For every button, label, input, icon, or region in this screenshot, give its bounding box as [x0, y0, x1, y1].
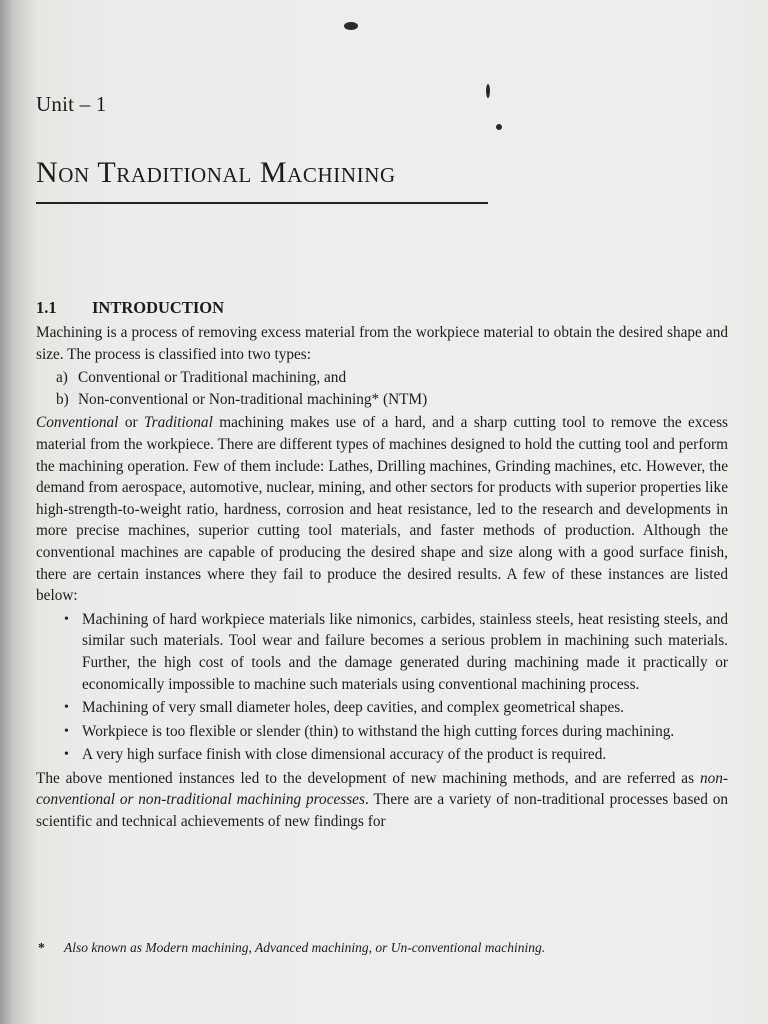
footnote-marker: *: [38, 940, 45, 955]
bullet-icon: •: [64, 700, 69, 716]
paragraph-text: The above mentioned instances led to the development of new machining methods, and are referred as: [36, 769, 700, 787]
unit-label: Unit – 1: [36, 92, 107, 116]
closing-paragraph: [36, 768, 728, 833]
emphasized-term: non-conventional or non-traditional machining processes: [36, 769, 728, 809]
machining-types-list: [36, 367, 728, 410]
list-marker: b): [56, 390, 69, 408]
list-item-text: Non-conventional or Non-traditional machining* (NTM): [78, 390, 428, 408]
title-underline: [36, 202, 488, 204]
scan-speck: [496, 124, 502, 130]
scan-speck: [344, 22, 358, 30]
section-title: INTRODUCTION: [92, 298, 225, 317]
body-text: [36, 322, 728, 833]
section-number: 1.1: [36, 298, 57, 317]
conventional-paragraph: [36, 412, 728, 606]
list-item: [36, 389, 728, 411]
list-item-text: Workpiece is too flexible or slender (thin) to withstand the high cutting forces during machining.: [82, 722, 675, 740]
footnote: [38, 940, 545, 956]
intro-paragraph: Machining is a process of removing excess material from the workpiece material to obtain the desired shape and size. The process is classified into two types:: [36, 324, 728, 363]
list-item-text: Machining of hard workpiece materials like nimonics, carbides, stainless steels, heat resisting steels, and similar such materials. Tool wear and failure becomes a serious problem in machining such materials. Further, the high cost of tools and the damage generated during machining made it practically or economically impossible to machine such materials using conventional machining process.: [82, 610, 728, 693]
list-item: [36, 367, 728, 389]
list-item: [36, 744, 728, 766]
chapter-title: Non Traditional Machining: [36, 156, 396, 189]
term-joiner: or: [118, 414, 144, 432]
paragraph-text: machining makes use of a hard, and a sharp cutting tool to remove the excess material from the workpiece. There are different types of machines designed to hold the cutting tool and perform the machining operation. Few of them include: Lathes, Drilling machines, Grinding machines, etc. However, the demand from aerospace, automotive, nuclear, mining, and other sectors for products with superior properties like high-strength-to-weight ratio, hardness, corrosion and heat resistance, led to the research and developments in more precise machines, superior cutting tool materials, and faster methods of production. Although the conventional machines are capable of producing the desired shape and size along with a good surface finish, there are certain instances where they fail to produce the desired results. A few of these instances are listed below:: [36, 414, 728, 605]
list-item: [36, 697, 728, 719]
bullet-icon: •: [64, 723, 69, 739]
footnote-text: Also known as Modern machining, Advanced machining, or Un-conventional machining.: [64, 940, 546, 955]
list-item-text: Conventional or Traditional machining, and: [78, 369, 347, 387]
list-item-text: A very high surface finish with close dimensional accuracy of the product is required.: [82, 746, 607, 764]
list-item: [36, 721, 728, 743]
bullet-icon: •: [64, 611, 69, 627]
instances-list: [36, 609, 728, 766]
list-marker: a): [56, 369, 68, 387]
bullet-icon: •: [64, 747, 69, 763]
list-item: [36, 609, 728, 695]
term-traditional: Traditional: [143, 414, 213, 432]
list-item-text: Machining of very small diameter holes, deep cavities, and complex geometrical shapes.: [82, 699, 625, 717]
paragraph-text: . There are a variety of non-traditional processes based on scientific and technical achievements of new findings for: [36, 791, 728, 831]
section-heading: [36, 298, 224, 318]
scan-speck: [486, 84, 490, 98]
term-conventional: Conventional: [36, 414, 119, 432]
